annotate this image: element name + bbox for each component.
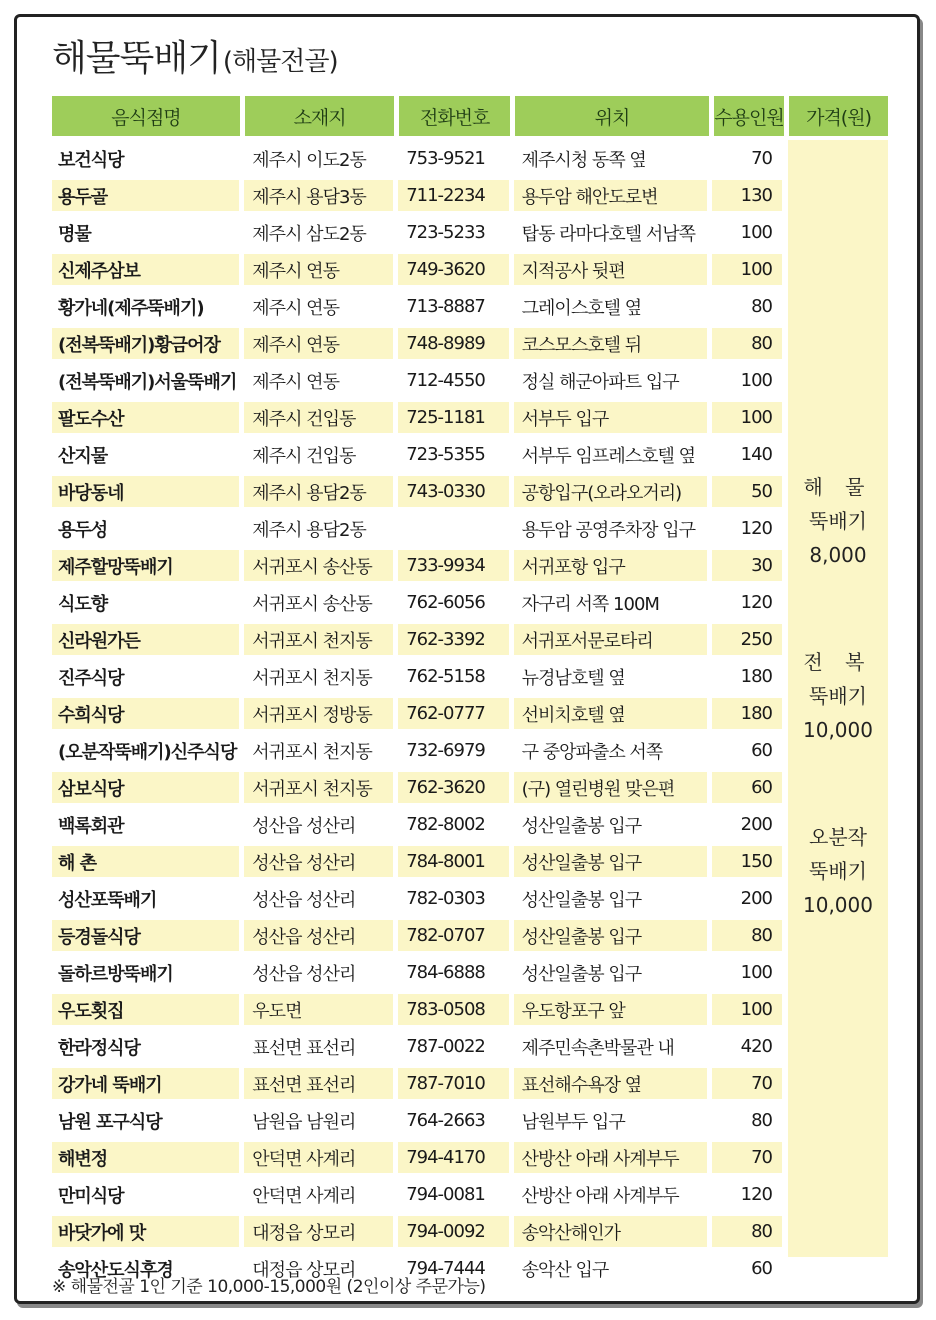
table-row — [52, 1213, 782, 1250]
cell-position: 탑동 라마다호텔 서남쪽 — [521, 223, 695, 245]
table-row — [52, 806, 782, 843]
cell-location: 표선면 표선리 — [252, 1037, 356, 1059]
table-row — [52, 917, 782, 954]
cell-location: 우도면 — [244, 994, 393, 1025]
cell-capacity: 100 — [712, 994, 782, 1025]
price-seafood — [788, 470, 888, 572]
page-title: 해물뚝배기 — [52, 38, 221, 79]
cell-capacity: 120 — [740, 1184, 772, 1205]
table-row — [52, 1065, 782, 1102]
table-row — [52, 880, 782, 917]
cell-name: 강가네 뚝배기 — [52, 1068, 239, 1099]
cell-location: 제주시 이도2동 — [252, 149, 366, 171]
cell-position: 공항입구(오라오거리) — [514, 476, 707, 507]
table-row — [52, 177, 782, 214]
cell-capacity: 100 — [740, 962, 772, 983]
cell-name: 제주할망뚝배기 — [52, 550, 239, 581]
restaurant-table — [52, 96, 888, 1281]
price-column — [788, 140, 888, 1257]
cell-name: 용두골 — [52, 180, 239, 211]
cell-position: 성산일출봉 입구 — [521, 889, 642, 911]
cell-capacity: 80 — [751, 296, 772, 317]
cell-capacity: 420 — [740, 1036, 772, 1057]
cell-location: 서귀포시 정방동 — [244, 698, 393, 729]
cell-name: 신제주삼보 — [52, 254, 239, 285]
table-row — [52, 288, 782, 325]
cell-capacity: 180 — [740, 666, 772, 687]
cell-phone: 723-5355 — [406, 444, 485, 465]
price-obunjak-line1: 오분작 — [809, 825, 867, 849]
cell-phone: 764-2663 — [406, 1110, 485, 1131]
cell-name: 식도향 — [58, 593, 108, 615]
cell-capacity: 70 — [751, 148, 772, 169]
table-row — [52, 1139, 782, 1176]
cell-phone: 762-6056 — [406, 592, 485, 613]
cell-phone: 723-5233 — [406, 222, 485, 243]
cell-position: 서귀포서문로타리 — [514, 624, 707, 655]
table-row — [52, 399, 782, 436]
cell-position: 성산일출봉 입구 — [521, 815, 642, 837]
price-abalone-line1: 전 복 — [803, 650, 873, 674]
table-row — [52, 843, 782, 880]
table-row — [52, 214, 782, 251]
cell-phone: 784-8001 — [398, 846, 508, 877]
header-phone: 전화번호 — [399, 96, 510, 136]
cell-location: 제주시 용담3동 — [244, 180, 393, 211]
cell-name: 바당동네 — [52, 476, 239, 507]
header-price: 가격(원) — [789, 96, 888, 136]
cell-capacity: 30 — [712, 550, 782, 581]
cell-capacity: 140 — [740, 444, 772, 465]
cell-position: 선비치호텔 옆 — [514, 698, 707, 729]
cell-position: 송악산 입구 — [521, 1259, 609, 1281]
cell-phone: 748-8989 — [398, 328, 508, 359]
cell-position: 남원부두 입구 — [521, 1111, 625, 1133]
cell-phone: 725-1181 — [398, 402, 508, 433]
cell-position: 표선해수욕장 옆 — [514, 1068, 707, 1099]
cell-phone: 794-4170 — [398, 1142, 508, 1173]
cell-position: 산방산 아래 사계부두 — [521, 1185, 679, 1207]
table-row — [52, 991, 782, 1028]
header-name: 음식점명 — [52, 96, 240, 136]
cell-name: 바닷가에 맛 — [52, 1216, 239, 1247]
table-row — [52, 1176, 782, 1213]
cell-capacity: 150 — [712, 846, 782, 877]
cell-location: 제주시 용담2동 — [244, 476, 393, 507]
cell-name: 등경돌식당 — [52, 920, 239, 951]
cell-position: 제주시청 동쪽 옆 — [521, 149, 646, 171]
cell-capacity: 100 — [712, 402, 782, 433]
table-row — [52, 547, 782, 584]
cell-name: 보건식당 — [58, 149, 124, 171]
cell-location: 제주시 연동 — [244, 254, 393, 285]
cell-position: 성산일출봉 입구 — [514, 920, 707, 951]
cell-phone: 743-0330 — [398, 476, 508, 507]
cell-capacity: 70 — [712, 1068, 782, 1099]
cell-location: 제주시 용담2동 — [252, 519, 366, 541]
cell-name: 남원 포구식당 — [58, 1111, 162, 1133]
cell-location: 대정읍 상모리 — [244, 1216, 393, 1247]
header-capacity: 수용인원 — [714, 96, 784, 136]
cell-name: (전복뚝배기)서울뚝배기 — [58, 371, 237, 393]
cell-capacity: 60 — [751, 740, 772, 761]
cell-phone: 749-3620 — [398, 254, 508, 285]
cell-position: 우도항포구 앞 — [514, 994, 707, 1025]
cell-phone — [398, 513, 508, 544]
cell-capacity: 50 — [712, 476, 782, 507]
price-abalone-line2: 뚝배기 — [809, 684, 867, 708]
cell-phone: 794-7444 — [406, 1258, 485, 1279]
cell-location: 서귀포시 천지동 — [244, 624, 393, 655]
cell-name: 수희식당 — [52, 698, 239, 729]
cell-position: 그레이스호텔 옆 — [521, 297, 642, 319]
cell-name: 용두성 — [58, 519, 108, 541]
cell-location: 표선면 표선리 — [244, 1068, 393, 1099]
cell-position: 서부두 입구 — [514, 402, 707, 433]
cell-phone: 784-6888 — [406, 962, 485, 983]
price-seafood-line2: 뚝배기 — [809, 509, 867, 533]
cell-location: 안덕면 사계리 — [252, 1185, 356, 1207]
cell-name: 해변정 — [52, 1142, 239, 1173]
cell-phone: 762-3392 — [398, 624, 508, 655]
cell-location: 제주시 건입동 — [252, 445, 356, 467]
table-row — [52, 436, 782, 473]
table-row — [52, 325, 782, 362]
cell-location: 제주시 연동 — [252, 297, 339, 319]
cell-capacity: 80 — [712, 920, 782, 951]
table-row — [52, 695, 782, 732]
cell-capacity: 100 — [712, 254, 782, 285]
cell-capacity: 200 — [740, 888, 772, 909]
title-area — [52, 30, 338, 80]
cell-phone: 782-8002 — [406, 814, 485, 835]
table-row — [52, 1028, 782, 1065]
cell-position: 구 중앙파출소 서쪽 — [521, 741, 663, 763]
cell-location: 제주시 연동 — [244, 328, 393, 359]
cell-phone: 782-0303 — [406, 888, 485, 909]
price-abalone-amount: 10,000 — [803, 718, 873, 742]
table-row — [52, 732, 782, 769]
cell-phone: 762-3620 — [398, 772, 508, 803]
cell-phone: 762-0777 — [398, 698, 508, 729]
cell-location: 성산읍 성산리 — [244, 920, 393, 951]
price-seafood-line1: 해 물 — [803, 475, 873, 499]
cell-capacity: 180 — [712, 698, 782, 729]
cell-position: 제주민속촌박물관 내 — [521, 1037, 674, 1059]
header-position: 위치 — [515, 96, 709, 136]
cell-phone: 794-0092 — [398, 1216, 508, 1247]
cell-name: 팔도수산 — [52, 402, 239, 433]
cell-phone: 787-0022 — [406, 1036, 485, 1057]
cell-location: 안덕면 사계리 — [244, 1142, 393, 1173]
cell-capacity: 60 — [712, 772, 782, 803]
table-row — [52, 1102, 782, 1139]
footnote: ※ 해물전골 1인 기준 10,000-15,000원 (2인이상 주문가능) — [52, 1277, 486, 1297]
page-subtitle: (해물전골) — [222, 47, 338, 77]
cell-name: 돌하르방뚝배기 — [58, 963, 173, 985]
cell-name: 백록회관 — [58, 815, 124, 837]
price-seafood-amount: 8,000 — [809, 543, 867, 567]
cell-name: 신라원가든 — [52, 624, 239, 655]
cell-position: 용두암 공영주차장 입구 — [521, 519, 695, 541]
cell-location: 남원읍 남원리 — [252, 1111, 356, 1133]
cell-position: 코스모스호텔 뒤 — [514, 328, 707, 359]
cell-name: 만미식당 — [58, 1185, 124, 1207]
cell-location: 제주시 건입동 — [244, 402, 393, 433]
header-location: 소재지 — [245, 96, 394, 136]
cell-position: 지적공사 뒷편 — [514, 254, 707, 285]
table-row — [52, 510, 782, 547]
cell-name: 해 촌 — [52, 846, 239, 877]
cell-name: (전복뚝배기)황금어장 — [52, 328, 239, 359]
cell-location: 서귀포시 송산동 — [252, 593, 372, 615]
cell-location: 성산읍 성산리 — [252, 815, 356, 837]
cell-capacity: 70 — [712, 1142, 782, 1173]
table-body — [52, 140, 782, 1287]
table-row — [52, 140, 782, 177]
cell-location: 서귀포시 천지동 — [252, 667, 372, 689]
cell-capacity: 200 — [740, 814, 772, 835]
cell-position: 서귀포항 입구 — [514, 550, 707, 581]
cell-position: 용두암 해안도로변 — [514, 180, 707, 211]
cell-location: 서귀포시 송산동 — [244, 550, 393, 581]
cell-phone: 733-9934 — [398, 550, 508, 581]
table-row — [52, 769, 782, 806]
cell-phone: 794-0081 — [406, 1184, 485, 1205]
cell-location: 제주시 삼도2동 — [252, 223, 366, 245]
cell-capacity: 80 — [712, 1216, 782, 1247]
cell-name: 송악산도식후경 — [58, 1259, 173, 1281]
cell-phone: 787-7010 — [398, 1068, 508, 1099]
cell-location: 성산읍 성산리 — [244, 846, 393, 877]
table-row — [52, 658, 782, 695]
cell-capacity: 130 — [712, 180, 782, 211]
cell-position: 뉴경남호텔 옆 — [521, 667, 625, 689]
cell-location: 서귀포시 천지동 — [252, 741, 372, 763]
price-obunjak-line2: 뚝배기 — [809, 859, 867, 883]
price-obunjak-amount: 10,000 — [803, 893, 873, 917]
cell-location: 서귀포시 천지동 — [244, 772, 393, 803]
cell-capacity: 250 — [712, 624, 782, 655]
cell-phone: 753-9521 — [406, 148, 485, 169]
cell-capacity: 100 — [740, 370, 772, 391]
cell-capacity: 60 — [751, 1258, 772, 1279]
cell-phone: 782-0707 — [398, 920, 508, 951]
cell-capacity: 100 — [740, 222, 772, 243]
cell-position: 성산일출봉 입구 — [521, 963, 642, 985]
cell-position: 송악산해인가 — [514, 1216, 707, 1247]
cell-name: 명물 — [58, 223, 91, 245]
cell-phone: 712-4550 — [406, 370, 485, 391]
cell-position: 성산일출봉 입구 — [514, 846, 707, 877]
table-row — [52, 954, 782, 991]
cell-name: 황가네(제주뚝배기) — [58, 297, 204, 319]
cell-phone: 762-5158 — [406, 666, 485, 687]
cell-position: 자구리 서쪽 100M — [521, 593, 659, 615]
cell-position: (구) 열린병원 맞은편 — [514, 772, 707, 803]
cell-position: 서부두 임프레스호텔 옆 — [521, 445, 695, 467]
cell-phone: 713-8887 — [406, 296, 485, 317]
cell-phone: 783-0508 — [398, 994, 508, 1025]
cell-name: 성산포뚝배기 — [58, 889, 157, 911]
cell-capacity: 80 — [751, 1110, 772, 1131]
cell-phone: 732-6979 — [406, 740, 485, 761]
table-row — [52, 584, 782, 621]
table-header — [52, 96, 888, 136]
cell-name: (오분작뚝배기)신주식당 — [58, 741, 237, 763]
cell-location: 대정읍 상모리 — [252, 1259, 356, 1281]
cell-position: 정실 해군아파트 입구 — [521, 371, 679, 393]
table-row — [52, 362, 782, 399]
cell-capacity: 120 — [740, 518, 772, 539]
cell-name: 우도횟집 — [52, 994, 239, 1025]
cell-capacity: 120 — [740, 592, 772, 613]
price-obunjak — [788, 820, 888, 922]
cell-location: 성산읍 성산리 — [252, 963, 356, 985]
table-row — [52, 251, 782, 288]
cell-name: 한라정식당 — [58, 1037, 140, 1059]
cell-capacity: 80 — [712, 328, 782, 359]
table-row — [52, 473, 782, 510]
cell-name: 진주식당 — [58, 667, 124, 689]
cell-location: 성산읍 성산리 — [252, 889, 356, 911]
cell-name: 삼보식당 — [52, 772, 239, 803]
cell-position: 산방산 아래 사계부두 — [514, 1142, 707, 1173]
cell-phone: 711-2234 — [398, 180, 508, 211]
cell-name: 산지물 — [58, 445, 108, 467]
cell-location: 제주시 연동 — [252, 371, 339, 393]
price-abalone — [788, 645, 888, 747]
table-row — [52, 621, 782, 658]
